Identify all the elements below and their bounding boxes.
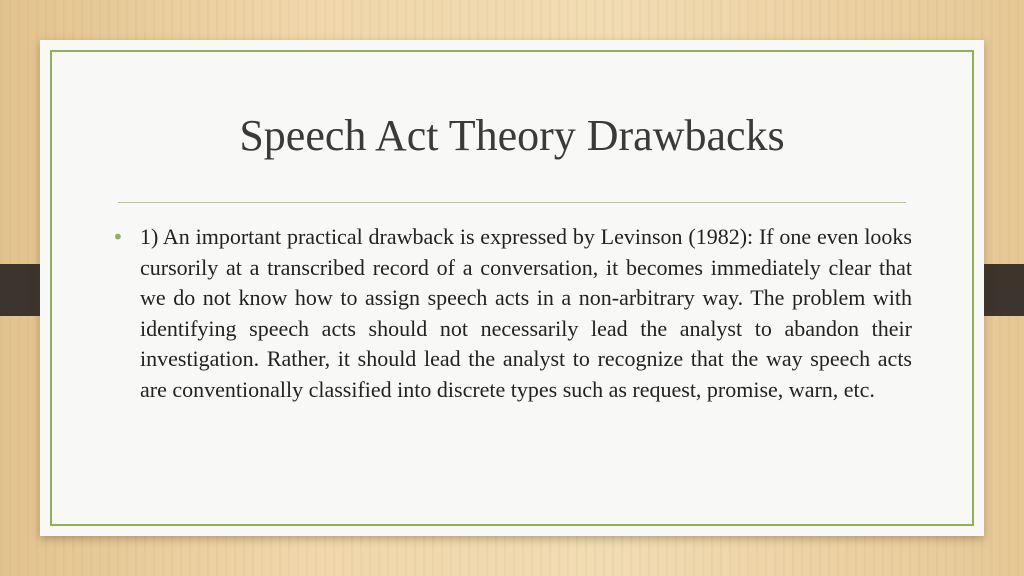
bullet-dot-icon: • [112, 225, 124, 249]
title-divider [118, 202, 906, 203]
slide-title: Speech Act Theory Drawbacks [239, 111, 785, 160]
bullet-text: 1) An important practical drawback is expressed by Levinson (1982): If one even looks cursorily at a transcribed record of a conversation, it becomes immediately clear that we do not know how to assign speech acts in a non-arbitrary way. The problem with identifying speech acts should not necessarily lead the analyst to abandon their investigation. Rather, it should lead the analyst to recognize that the way speech acts are conventionally classified into discrete types such as request, promise, warn, etc. [140, 224, 912, 402]
bullet-item [112, 222, 912, 405]
slide-card [40, 40, 984, 536]
